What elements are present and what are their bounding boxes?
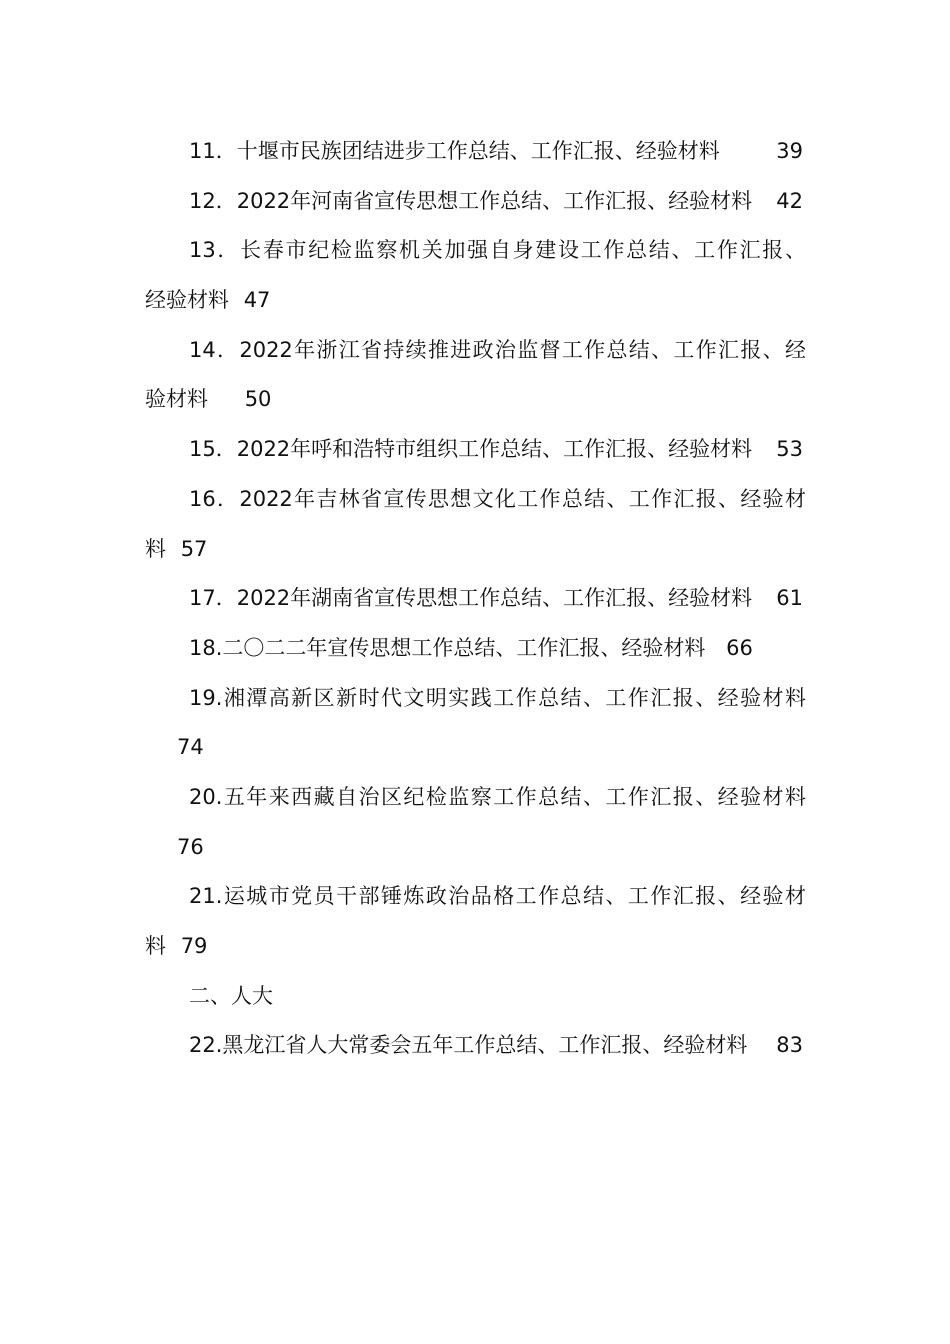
toc-section-heading[interactable] [145, 972, 806, 1022]
toc-entry-16[interactable] [145, 475, 806, 525]
toc-page-number: 66 [726, 635, 753, 660]
toc-entry-21[interactable] [145, 872, 806, 922]
toc-entry-19[interactable] [145, 674, 806, 724]
toc-entry-title: 17．2022年湖南省宣传思想工作总结、工作汇报、经验材料 [189, 586, 753, 611]
toc-entry-11[interactable] [145, 127, 806, 177]
toc-entry-title: 13．长春市纪检监察机关加强自身建设工作总结、工作汇报、 [189, 238, 806, 263]
toc-entry-title: 14．2022年浙江省持续推进政治监督工作总结、工作汇报、经 [189, 337, 806, 362]
toc-page-number: 53 [776, 437, 803, 462]
toc-entry-title: 料 [145, 934, 166, 958]
toc-entry-title: 料 [145, 536, 166, 561]
toc-page-number: 39 [776, 139, 803, 163]
toc-entry-title: 20.五年来西藏自治区纪检监察工作总结、工作汇报、经验材料 [189, 784, 806, 809]
toc-page-number: 74 [177, 735, 204, 760]
toc-page-number: 50 [244, 387, 272, 412]
toc-entry-title: 15．2022年呼和浩特市组织工作总结、工作汇报、经验材料 [189, 437, 753, 462]
toc-entry-15[interactable] [145, 425, 806, 475]
toc-entry-20[interactable] [145, 773, 806, 823]
toc-entry-title: 16．2022年吉林省宣传思想文化工作总结、工作汇报、经验材 [189, 486, 806, 511]
toc-entry-17[interactable] [145, 574, 806, 624]
toc-entry-19-cont[interactable] [145, 723, 806, 773]
toc-entry-16-cont[interactable] [145, 525, 806, 575]
toc-entry-title: 11．十堰市民族团结进步工作总结、工作汇报、经验材料 [189, 139, 720, 163]
toc-entry-13[interactable] [145, 226, 806, 276]
toc-page-number: 83 [776, 1033, 803, 1058]
toc-page-number: 42 [776, 188, 803, 213]
toc-entry-title: 19.湘潭高新区新时代文明实践工作总结、工作汇报、经验材料 [189, 685, 806, 710]
toc-page-number: 79 [180, 934, 208, 958]
toc-section-title: 二、人大 [189, 983, 273, 1008]
toc-entry-title: 验材料 [145, 387, 208, 412]
toc-entry-21-cont[interactable] [145, 922, 806, 972]
toc-entry-title: 经验材料 [145, 288, 229, 313]
toc-entry-13-cont[interactable] [145, 276, 806, 326]
toc-page-number: 61 [776, 586, 803, 611]
toc-entry-20-cont[interactable] [145, 823, 806, 873]
toc-page-number: 47 [243, 288, 271, 313]
toc-entry-22[interactable] [145, 1021, 806, 1071]
toc-entry-title: 18.二〇二二年宣传思想工作总结、工作汇报、经验材料 [189, 635, 706, 660]
toc-entry-14[interactable] [145, 326, 806, 376]
toc-entry-12[interactable] [145, 177, 806, 227]
toc-entry-title: 21.运城市党员干部锤炼政治品格工作总结、工作汇报、经验材 [189, 884, 806, 909]
toc-entry-18[interactable] [145, 624, 806, 674]
toc-entry-14-cont[interactable] [145, 375, 806, 425]
toc-page-number: 76 [177, 834, 204, 859]
toc-page-number: 57 [180, 536, 208, 561]
toc-entry-title: 12．2022年河南省宣传思想工作总结、工作汇报、经验材料 [189, 188, 753, 213]
toc-entry-title: 22.黑龙江省人大常委会五年工作总结、工作汇报、经验材料 [189, 1033, 748, 1058]
table-of-contents [145, 127, 806, 1071]
